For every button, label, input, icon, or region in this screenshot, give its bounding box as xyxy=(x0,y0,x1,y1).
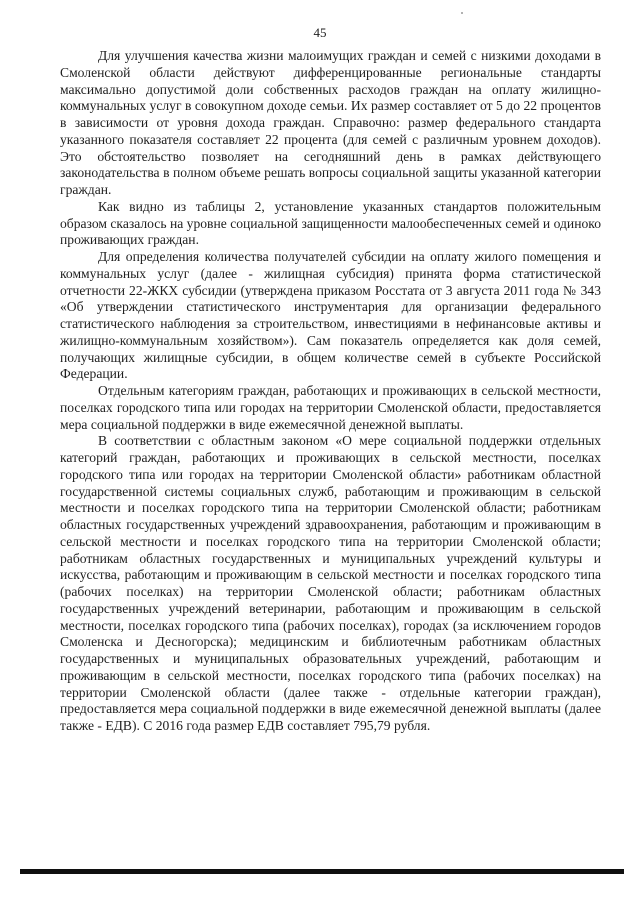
paragraph-housing-standards: Для улучшения качества жизни малоимущих граждан и семей с низкими доходами в Смоленской области действуют дифференцированные региональные стандарты максимально допустимой доли собственных расходов граждан на оплату жилищно-коммунальных услуг в совокупном доходе семьи. Их размер составляет от 5 до 22 процентов в зависимости от уровня дохода граждан. Справочно: размер федерального стандарта указанного показателя составляет 22 процента (для семей с различным уровнем доходов). Это обстоятельство позволяет на сегодняшний день в рамках действующего законодательства в полном объеме решать вопросы социальной защиты указанной категории граждан. xyxy=(60,48,601,197)
paragraph-subsidy-statistics: Для определения количества получателей субсидии на оплату жилого помещения и коммунальных услуг (далее - жилищная субсидия) принята форма статистической отчетности 22-ЖКХ субсидии (утверждена приказом Росстата от 3 августа 2011 года № 343 «Об утверждении статистического инструментария для организации федерального статистического наблюдения за строительством, инвестициями в нефинансовые активы и жилищно-коммунальным хозяйством»). Сам показатель определяется как доля семей, получающих жилищные субсидии, в общем количестве семей в субъекте Российской Федерации. xyxy=(60,249,601,382)
document-body xyxy=(60,48,601,735)
paragraph-rural-support: Отдельным категориям граждан, работающих и проживающих в сельской местности, поселках городского типа или городах на территории Смоленской области, предоставляется мера социальной поддержки в виде ежемесячной денежной выплаты. xyxy=(60,383,601,432)
scan-speck xyxy=(461,12,463,14)
bottom-rule xyxy=(20,869,624,874)
paragraph-table-reference: Как видно из таблицы 2, установление указанных стандартов положительным образом сказалось на уровне социальной защищенности малообеспеченных семей и одиноко проживающих граждан. xyxy=(60,198,601,248)
paragraph-regional-law: В соответствии с областным законом «О мере социальной поддержки отдельных категорий граждан, работающих и проживающих в сельской местности, поселках городского типа или городах на территории Смоленской области» работникам областной государственной системы социальных служб, работающим и проживающим в сельской местности и поселках городского типа на территории Смоленской области; работникам областных государственных учреждений здравоохранения, работающим и проживающим в сельской местности и поселках городского типа на территории Смоленской области; работникам областных государственных и муниципальных учреждений культуры и искусства, работающим и проживающим в сельской местности и поселках городского типа (рабочих поселках) на территории Смоленской области; работникам областных государственных учреждений ветеринарии, работающим и проживающим в сельской местности, поселках городского типа (рабочих поселках), городах (за исключением городов Смоленска и Десногорска); медицинским и библиотечным работникам областных государственных и муниципальных образовательных учреждений, работающим и проживающим в сельской местности, поселках городского типа (рабочих поселках) на территории Смоленской области (далее также - отдельные категории граждан), предоставляется мера социальной поддержки в виде ежемесячной денежной выплаты (далее также - ЕДВ). С 2016 года размер ЕДВ составляет 795,79 рубля. xyxy=(60,433,601,733)
page-number: 45 xyxy=(313,25,327,40)
